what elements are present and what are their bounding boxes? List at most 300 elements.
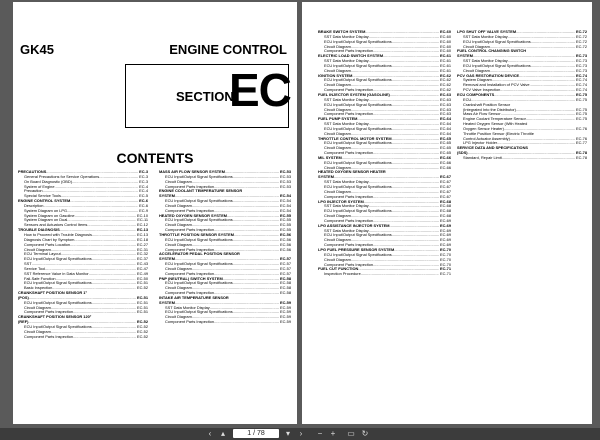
toc-entry-title: SST Data Monitor Display — [324, 203, 369, 209]
toc-page-ref: EC-4 — [139, 188, 148, 194]
toc-entry-title: SST Data Monitor Display — [324, 121, 369, 127]
toc-entry-title: SERVICE DATA AND SPECIFICATIONS — [457, 145, 528, 151]
toc-page-ref: EC-58 — [279, 290, 291, 296]
toc-entry-title: Circuit Diagram — [165, 314, 192, 320]
toc-entry-title: ECU Input/Output Signal Specifications — [324, 62, 392, 68]
toc-entry-title: Mass Air Flow Sensor — [463, 111, 501, 117]
toc-leader — [526, 117, 575, 122]
next-page-icon[interactable]: › — [299, 429, 303, 438]
toc-page-ref: EC-59 — [279, 314, 291, 320]
toc-entry-title: SST Data Monitor Display — [324, 33, 369, 39]
contents-heading: CONTENTS — [116, 150, 194, 166]
toc-page-ref: EC-71 — [439, 271, 451, 277]
toc-page-ref: EC-54 — [279, 193, 291, 199]
toc-page-ref: EC-68 — [439, 198, 451, 204]
toc-entry-title: IGNITION SYSTEM — [318, 72, 353, 78]
toc-page-ref: EC-57 — [279, 256, 291, 262]
toc-entry-title: ECU Input/Output Signal Specifications — [324, 38, 392, 44]
toc-entry-title: (SDS) — [457, 150, 468, 156]
toc-entry-title: PNP (NEUTRAL) SWITCH SYSTEM — [159, 275, 223, 281]
toc-entry-title: TROUBLE DIAGNOSIS — [18, 227, 60, 233]
toc-entry-title: Component Parts Inspection — [165, 227, 215, 233]
toc-entry[interactable] — [457, 156, 587, 161]
toc-page-ref: EC-75 — [575, 116, 587, 122]
toc-entry-title: Component Parts Inspection — [165, 270, 215, 276]
toc-entry-title: ENGINE COOLANT TEMPERATURE SENSOR — [159, 188, 243, 194]
toc-entry-title: ECU Input/Output Signal Specifications — [324, 232, 392, 238]
toc-entry[interactable] — [318, 272, 451, 277]
toc-page-ref: EC-75 — [575, 91, 587, 97]
toc-entry-title: Component Parts Inspection — [324, 48, 374, 54]
toc-entry-title: Circuit Diagram — [24, 328, 51, 334]
toc-entry-title: Component Parts Inspection — [165, 246, 215, 252]
toc-entry-title: Component Parts Location — [24, 241, 71, 247]
toc-entry-title: THROTTLE POSITION SENSOR SYSTEM — [159, 231, 235, 237]
toc-page-ref: EC-73 — [575, 53, 587, 59]
toc-page-ref: EC-47 — [136, 265, 148, 271]
page-up-icon[interactable]: ▴ — [220, 429, 225, 438]
toc-entry-title: ECU Input/Output Signal Specifications — [165, 198, 233, 204]
toc-page-ref: EC-54 — [279, 198, 291, 204]
toc-page-ref: EC-65 — [439, 140, 451, 146]
toc-page-ref: EC-63 — [439, 91, 451, 97]
toc-page-ref: EC-67 — [439, 188, 451, 194]
toc-entry-title: FUEL PUMP SYSTEM — [318, 116, 358, 122]
toc-page-ref: EC-52 — [136, 328, 148, 334]
toc-page-ref: EC-61 — [439, 67, 451, 73]
toc-leader — [361, 272, 439, 277]
toc-entry-title: Component Parts Inspection — [324, 261, 374, 267]
toc-page-ref: EC-69 — [439, 242, 451, 248]
toc-entry-title: MASS AIR FLOW SENSOR SYSTEM — [159, 169, 225, 174]
toc-page-ref: EC-61 — [439, 58, 451, 64]
toc-page-ref: EC-67 — [439, 174, 451, 180]
toc-column — [18, 170, 148, 340]
toc-entry-title: ENGINE CONTROL SYSTEM — [18, 198, 71, 204]
toc-entry-title: ECU Input/Output Signal Specifications — [463, 62, 531, 68]
toc-page-ref: EC-64 — [439, 130, 451, 136]
toc-page-ref: EC-69 — [439, 222, 451, 228]
toc-page-ref: EC-31 — [136, 246, 148, 252]
toc-page-ref: EC-57 — [279, 265, 291, 271]
toc-entry-title: ECU Input/Output Signal Specifications — [165, 173, 233, 179]
toc-page-ref: EC-62 — [439, 72, 451, 78]
toc-entry-title: Crankshaft Position Sensor — [463, 101, 511, 107]
toc-entry-title: Circuit Diagram — [463, 43, 490, 49]
toc-page-ref: EC-51 — [136, 304, 148, 310]
toc-entry-title: Circuit Diagram — [324, 145, 351, 151]
toc-entry-title: ECU Input/Output Signal Specifications — [24, 280, 92, 286]
toc-entry-title: Component Parts Inspection — [324, 111, 374, 117]
toc-column — [159, 170, 291, 325]
toc-entry-title: LPG SHUT OFF VALVE SYSTEM — [457, 29, 517, 34]
zoom-in-icon[interactable]: + — [330, 429, 336, 438]
toc-page-ref: EC-3 — [139, 178, 148, 184]
fit-page-icon[interactable]: ▭ — [347, 429, 355, 438]
toc-entry-title: SST Data Monitor Display — [165, 304, 210, 310]
toc-entry-title: CRANKSHAFT POSITION SENSOR 1° — [18, 290, 87, 296]
toc-entry-title: FUEL INJECTOR SYSTEM (GASOLINE) — [318, 91, 390, 97]
toc-entry-title: Circuit Diagram — [165, 285, 192, 291]
toc-page-ref: EC-18 — [136, 236, 148, 242]
toc-entry-title: LPG Injector Holder — [463, 140, 498, 146]
toc-entry-title: ECU Input/Output Signal Specifications — [24, 324, 92, 329]
toc-entry-title: Circuit Diagram — [24, 246, 51, 252]
toc-page-ref: EC-51 — [136, 280, 148, 286]
toc-page-ref: EC-63 — [439, 101, 451, 107]
toc-page-ref: EC-56 — [279, 241, 291, 247]
toc-page-ref: EC-50 — [136, 275, 148, 281]
toc-page-ref: EC-73 — [575, 67, 587, 73]
toc-page-ref: EC-60 — [439, 38, 451, 44]
model-code: GK45 — [20, 42, 54, 57]
toc-entry-title: PCV Valve Inspection — [463, 87, 501, 93]
toc-entry-title: ECU Input/Output Signal Specifications — [165, 217, 233, 223]
toc-page-ref: EC-32 — [136, 251, 148, 257]
left-page — [13, 2, 297, 424]
toc-entry-title: Component Parts Inspection — [165, 207, 215, 213]
toc-page-ref: EC-37 — [136, 256, 148, 262]
toc-page-ref: EC-13 — [136, 231, 148, 237]
toc-page-ref: EC-72 — [575, 33, 587, 39]
toc-page-ref: EC-70 — [439, 261, 451, 267]
toc-page-ref: EC-67 — [439, 184, 451, 189]
toc-entry-title: Circuit Diagram — [324, 43, 351, 49]
toc-entry-title: ECU Input/Output Signal Specifications — [324, 251, 392, 257]
toc-entry-title: CRANKSHAFT POSITION SENSOR 120° — [18, 314, 92, 320]
toc-entry-title: System Diagram — [463, 77, 492, 83]
toc-page-ref: EC-62 — [439, 87, 451, 93]
toc-page-ref: EC-78 — [575, 150, 587, 156]
toc-page-ref: EC-56 — [279, 231, 291, 237]
toc-entry-title: Circuit Diagram — [165, 178, 192, 184]
toc-entry-title: SYSTEM — [159, 193, 175, 199]
toc-page-ref: EC-68 — [439, 208, 451, 214]
toc-page-ref: EC-72 — [575, 38, 587, 44]
toc-page-ref: EC-74 — [575, 82, 587, 88]
toc-entry-title: Circuit Diagram — [324, 213, 351, 219]
rotate-icon[interactable]: ↻ — [361, 429, 369, 438]
toc-entry-title: Component Parts Inspection — [24, 333, 74, 339]
toc-entry-title: LPG ASSISTANCE INJECTOR SYSTEM — [318, 222, 390, 228]
toc-page-ref: EC-9 — [139, 207, 148, 213]
toc-entry-title: Precaution — [24, 188, 43, 194]
toc-page-ref: EC-6 — [139, 198, 148, 204]
toc-entry-title: How to Proceed with Trouble Diagnosis — [24, 231, 92, 237]
toc-entry-title: ELECTRIC LOAD SWITCH SYSTEM — [318, 53, 384, 59]
toc-page-ref: EC-59 — [279, 299, 291, 305]
toc-entry-title: Oxygen Sensor Heater) — [463, 125, 504, 131]
toc-page-ref: EC-61 — [439, 53, 451, 59]
toc-entry-title: Circuit Diagram — [324, 237, 351, 243]
toc-page-ref: EC-53 — [279, 169, 291, 174]
toc-page-ref: EC-70 — [439, 246, 451, 252]
toc-entry-title: ECU Terminal Layout — [24, 251, 61, 257]
page-indicator[interactable]: 1 / 78 — [233, 429, 279, 438]
toc-entry-title: Circuit Diagram — [165, 241, 192, 247]
toc-entry-title: Circuit Diagram — [165, 222, 192, 228]
toc-page-ref: EC-69 — [439, 232, 451, 238]
toc-entry-title: ECU Input/Output Signal Specifications — [165, 236, 233, 242]
section-title: ENGINE CONTROL — [169, 42, 287, 57]
toc-entry-title: Circuit Diagram — [324, 67, 351, 73]
toc-page-ref: EC-74 — [575, 72, 587, 78]
toc-entry-title: ECU Input/Output Signal Specifications — [463, 38, 531, 44]
toc-entry-title: Standard, Repair Limit — [463, 154, 502, 160]
toc-entry-title: On Board Diagnostic (OBD) — [24, 178, 73, 184]
toc-page-ref: EC-51 — [136, 309, 148, 315]
toc-entry-title: HEATED OXYGEN SENSOR SYSTEM — [159, 212, 228, 218]
toc-entry-title: Control Actuator Assembly) — [463, 135, 510, 141]
toc-entry[interactable] — [18, 335, 148, 340]
toc-page-ref: EC-49 — [136, 270, 148, 276]
toc-entry-title: ECU Input/Output Signal Specifications — [324, 208, 392, 214]
toc-page-ref: EC-65 — [439, 150, 451, 156]
toc-page-ref: EC-59 — [279, 309, 291, 315]
toc-page-ref: EC-66 — [439, 164, 451, 170]
toc-page-ref: EC-11 — [137, 217, 148, 223]
toc-entry-title: Sensors and Actuators Control Items — [24, 222, 88, 228]
toc-entry-title: SYSTEM — [159, 299, 175, 305]
toc-page-ref: EC-56 — [279, 246, 291, 252]
toc-entry-title: Circuit Diagram — [324, 130, 351, 136]
toc-page-ref: EC-52 — [136, 333, 148, 339]
toc-entry-title: Component Parts Inspection — [165, 183, 215, 189]
toc-page-ref: EC-54 — [279, 207, 291, 213]
toc-page-ref: EC-60 — [439, 33, 451, 39]
toc-entry-title: Circuit Diagram — [324, 106, 351, 112]
toc-page-ref: EC-65 — [439, 145, 451, 151]
toc-page-ref: EC-59 — [279, 304, 291, 310]
toc-page-ref: EC-66 — [439, 159, 451, 165]
toc-entry-title: ACCELERATOR PEDAL POSITION SENSOR — [159, 251, 240, 257]
toc-column — [457, 30, 587, 161]
toc-entry-title: Component Parts Inspection — [324, 242, 374, 248]
toc-entry-title: SST Data Monitor Display — [463, 58, 508, 64]
toc-page-ref: EC-74 — [575, 87, 587, 93]
toc-entry-title: BRAKE SWITCH SYSTEM — [318, 29, 366, 34]
toc-entry-title: ECU Input/Output Signal Specifications — [324, 77, 392, 83]
toc-entry-title: Throttle Position Sensor (Electric Throttle — [463, 130, 534, 136]
toc-entry-title: Component Parts Inspection — [165, 290, 215, 296]
section-word: SECTION — [176, 89, 234, 104]
toc-page-ref: EC-51 — [136, 294, 148, 300]
toc-page-ref: EC-70 — [439, 251, 451, 257]
toc-page-ref: EC-58 — [279, 280, 291, 286]
toc-entry-title: System of Engine — [24, 183, 55, 189]
toc-page-ref: EC-66 — [439, 154, 451, 160]
toc-entry-title: THROTTLE CONTROL MOTOR SYSTEM — [318, 135, 392, 141]
toc-entry-title: PRECAUTIONS — [18, 169, 47, 174]
toc-entry-title: SST Data Monitor Display — [324, 58, 369, 64]
toc-page-ref: EC-12 — [136, 222, 148, 228]
toc-page-ref: EC-67 — [439, 179, 451, 185]
toc-entry-title: Fail-Safe Function — [24, 275, 56, 281]
toc-entry-title: Engine Coolant Temperature Sensor — [463, 116, 526, 122]
toc-entry-title: SYSTEM — [318, 174, 334, 180]
toc-entry-title: (REF) — [18, 319, 29, 325]
toc-page-ref: EC-52 — [136, 285, 148, 291]
toc-page-ref: EC-60 — [439, 43, 451, 49]
toc-entry-title: FUEL CONTROL CHANGING SWITCH — [457, 48, 527, 54]
toc-page-ref: EC-64 — [439, 116, 451, 122]
toc-entry-title: Component Parts Inspection — [24, 309, 74, 315]
toc-entry-title: PCV GAS RESTORATION DEVICE — [457, 72, 520, 78]
toc-entry-title: Circuit Diagram — [463, 67, 490, 73]
toc-entry-title: ECU Input/Output Signal Specifications — [165, 309, 233, 315]
toc-entry-title: Component Parts Inspection — [324, 87, 374, 93]
section-code: EC — [229, 64, 291, 116]
toc-page-ref: EC-71 — [439, 266, 451, 272]
toc-entry-title: ECU Input/Output Signal Specifications — [324, 125, 392, 131]
toc-page-ref: EC-75 — [575, 96, 587, 102]
toc-entry-title: System Diagram on LPG — [24, 207, 68, 213]
toc-entry-title: SST Reference Value in Data Monitor — [24, 270, 89, 276]
toc-page-ref: EC-72 — [575, 43, 587, 49]
toc-page-ref: EC-62 — [439, 82, 451, 88]
toc-page-ref: EC-75 — [575, 111, 587, 117]
toc-page-ref: EC-69 — [439, 217, 451, 223]
toc-entry-title: ECU Input/Output Signal Specifications — [165, 280, 233, 286]
toc-page-ref: EC-52 — [136, 324, 148, 329]
toc-entry-title: SST Data Monitor Display — [463, 33, 508, 39]
toc-page-ref: EC-60 — [439, 29, 451, 34]
toc-entry-title: Circuit Diagram — [165, 202, 192, 208]
toc-entry-title: ECU Input/Output Signal Specifications — [324, 184, 392, 189]
toc-page-ref: EC-58 — [279, 275, 291, 281]
prev-page-icon[interactable]: ‹ — [208, 429, 212, 438]
toc-entry-title: LPG FUEL PRESSURE SENSOR SYSTEM — [318, 246, 395, 252]
toc-entry-title: Component Parts Inspection — [165, 319, 215, 325]
toc-page-ref: EC-78 — [575, 154, 587, 160]
toc-entry-title: Basic Inspection — [24, 285, 53, 291]
toc-page-ref: EC-68 — [439, 203, 451, 209]
toc-page-ref: EC-60 — [439, 48, 451, 54]
toc-page-ref: EC-55 — [279, 212, 291, 218]
toc-column — [318, 30, 451, 277]
page-down-icon[interactable]: ▾ — [285, 429, 290, 438]
toc-page-ref: EC-62 — [439, 77, 451, 83]
toc-page-ref: EC-53 — [279, 173, 291, 179]
toc-entry-title: (POS) — [18, 294, 29, 300]
toc-leader — [502, 156, 575, 161]
toc-page-ref: EC-43 — [136, 261, 148, 267]
toc-entry-title: Heated Oxygen Sensor (With Heated — [463, 121, 528, 127]
toc-page-ref: EC-64 — [439, 121, 451, 127]
toc-entry-title: Circuit Diagram — [324, 256, 351, 262]
section-box — [125, 64, 289, 128]
toc-page-ref: EC-57 — [279, 261, 291, 267]
toc-entry-title: Circuit Diagram — [324, 164, 351, 170]
toc-entry-title: MIL SYSTEM — [318, 154, 342, 160]
toc-page-ref: EC-72 — [575, 29, 587, 34]
toc-page-ref: EC-73 — [575, 58, 587, 64]
toc-page-ref: EC-57 — [279, 270, 291, 276]
zoom-out-icon[interactable]: − — [317, 429, 323, 438]
toc-page-ref: EC-63 — [439, 111, 451, 117]
toc-entry-title: Inspection Procedure — [324, 271, 361, 277]
toc-page-ref: EC-51 — [136, 299, 148, 305]
toc-entry-title: SYSTEM — [457, 53, 473, 59]
toc-entry-title: ECU Input/Output Signal Specifications — [24, 256, 92, 262]
toc-entry-title: System Diagram on Gasoline — [24, 212, 75, 218]
toc-entry-title: Special Service Tools — [24, 193, 61, 199]
toc-page-ref: EC-61 — [439, 62, 451, 68]
toc-page-ref: EC-55 — [279, 227, 291, 233]
toc-page-ref: EC-68 — [439, 213, 451, 219]
toc-entry-title: FUEL CUT FUNCTION — [318, 266, 359, 272]
toc-entry-title: Component Parts Inspection — [324, 217, 374, 223]
toc-entry-title: LPG INJECTOR SYSTEM — [318, 198, 364, 204]
toc-leader — [73, 335, 136, 340]
toc-page-ref: EC-63 — [439, 106, 451, 112]
toc-entry-title: ECU Input/Output Signal Specifications — [324, 159, 392, 165]
toc-entry-title: SST Data Monitor Display — [324, 179, 369, 185]
toc-entry-title: Component Parts Inspection — [324, 150, 374, 156]
toc-page-ref: EC-55 — [279, 217, 291, 223]
toc-page-ref: EC-3 — [139, 169, 148, 174]
toc-page-ref: EC-77 — [575, 140, 587, 146]
toc-entry-title: HEATED OXYGEN SENSOR HEATER — [318, 169, 386, 175]
toc-entry-title: ECU Input/Output Signal Specifications — [324, 140, 392, 146]
toc-page-ref: EC-74 — [575, 77, 587, 83]
toc-page-ref: EC-65 — [439, 135, 451, 141]
toc-page-ref: EC-53 — [279, 183, 291, 189]
toc-entry-title: Circuit Diagram — [165, 265, 192, 271]
toc-entry-title: ECU Input/Output Signal Specifications — [324, 101, 392, 107]
pdf-toolbar — [0, 428, 600, 440]
toc-page-ref: EC-4 — [139, 183, 148, 189]
toc-entry-title: ECU Input/Output Signal Specifications — [165, 261, 233, 267]
toc-page-ref: EC-56 — [279, 236, 291, 242]
toc-page-ref: EC-75 — [575, 106, 587, 112]
toc-page-ref: EC-59 — [279, 319, 291, 325]
toc-page-ref: EC-27 — [136, 241, 148, 247]
toc-entry-title: (Integrated Into the Distributor) — [463, 106, 516, 112]
toc-page-ref: EC-76 — [575, 135, 587, 141]
toc-entry-title: SST Data Monitor Display — [324, 96, 369, 102]
toc-page-ref: EC-52 — [136, 319, 148, 325]
toc-entry-title: Service Tool — [24, 265, 46, 271]
toc-page-ref: EC-70 — [439, 256, 451, 262]
toc-entry-title: Circuit Diagram — [324, 188, 351, 194]
toc-page-ref: EC-63 — [439, 96, 451, 102]
toc-page-ref: EC-53 — [279, 178, 291, 184]
toc-page-ref: EC-54 — [279, 202, 291, 208]
toc-page-ref: EC-6 — [139, 202, 148, 208]
toc-entry-title: ECU Input/Output Signal Specifications — [24, 299, 92, 305]
toc-entry-title: SST — [24, 261, 32, 267]
toc-entry-title: INTAKE AIR TEMPERATURE SENSOR — [159, 294, 229, 300]
toc-entry[interactable] — [159, 320, 291, 325]
toc-entry-title: General Precautions for Service Operations — [24, 173, 100, 179]
toc-entry-title: Component Parts Inspection — [324, 193, 374, 199]
toc-entry-title: System Diagram on Dual — [24, 217, 68, 223]
toc-page-ref: EC-13 — [136, 227, 148, 233]
toc-page-ref: EC-73 — [575, 62, 587, 68]
toc-page-ref: EC-3 — [139, 173, 148, 179]
toc-entry-title: SYSTEM — [159, 256, 175, 262]
toc-page-ref: EC-76 — [575, 125, 587, 131]
toc-entry-title: Circuit Diagram — [24, 304, 51, 310]
toc-entry-title: ECU COMPONENTS — [457, 91, 495, 97]
toc-page-ref: EC-55 — [279, 222, 291, 228]
toc-page-ref: EC-64 — [439, 125, 451, 131]
toc-entry-title: Description — [24, 202, 44, 208]
toc-page-ref: EC-10 — [136, 212, 148, 218]
toc-leader — [214, 320, 279, 325]
toc-entry-title: Removal and Installation of PCV Valve — [463, 82, 530, 88]
